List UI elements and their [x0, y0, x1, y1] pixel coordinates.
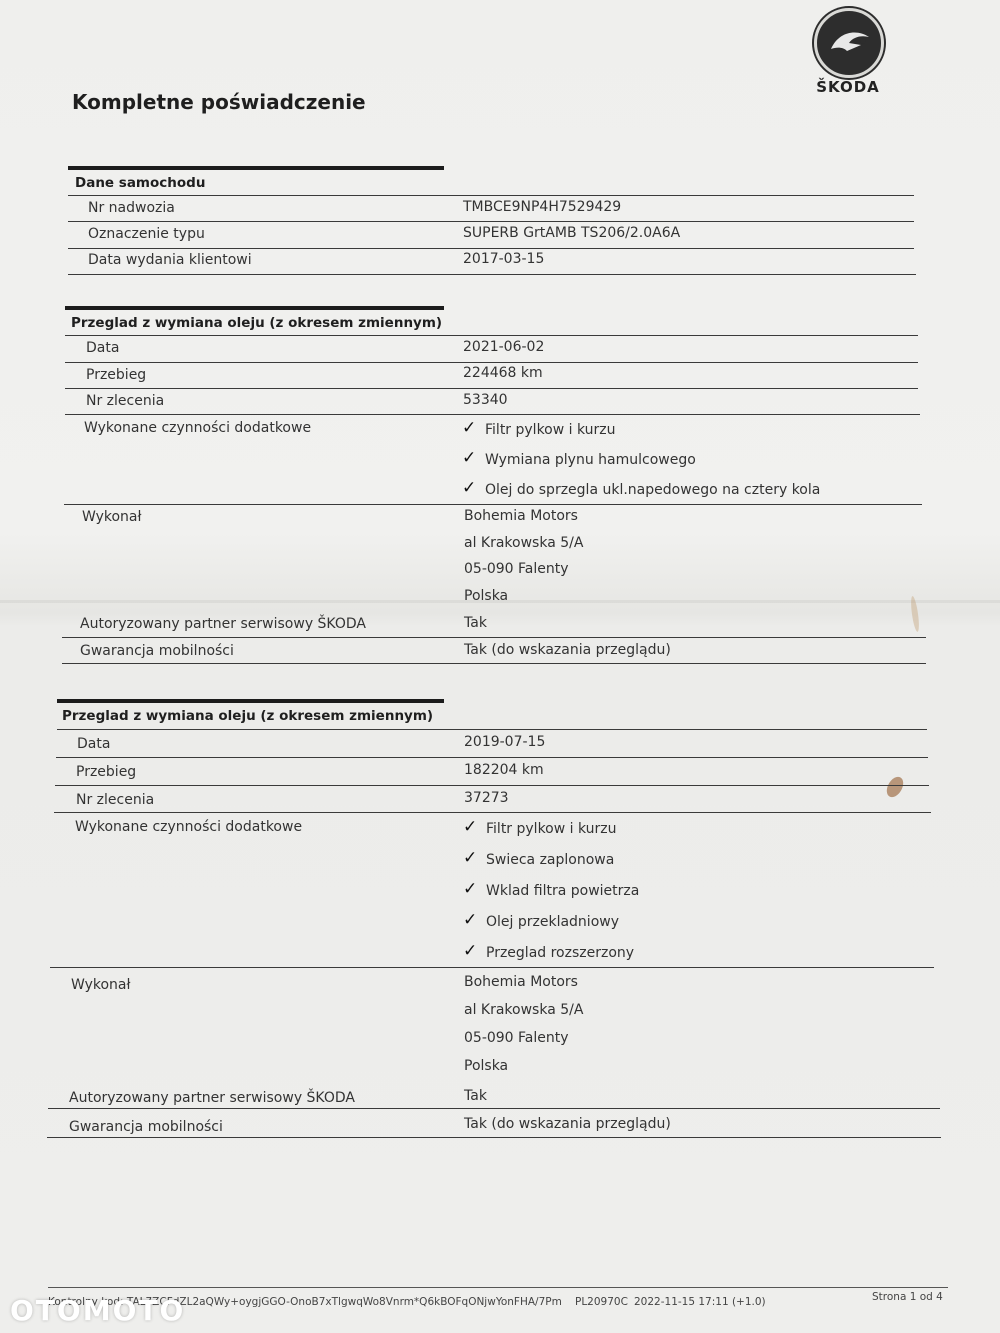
- service-1-partner-label: Autoryzowany partner serwisowy ŠKODA: [80, 616, 366, 632]
- service-1-performer-line: Bohemia Motors: [464, 508, 578, 524]
- service-2-performer-line: Polska: [464, 1058, 509, 1074]
- service-1-date-value: 2021-06-02: [463, 339, 545, 355]
- delivery-date-label: Data wydania klientowi: [88, 252, 252, 268]
- type-value: SUPERB GrtAMB TS206/2.0A6A: [463, 225, 681, 241]
- footer-timestamp: 2022-11-15 17:11 (+1.0): [634, 1296, 766, 1308]
- service-2-extra-item: Przeglad rozszerzony: [486, 945, 635, 961]
- service-2-performer-label: Wykonał: [71, 977, 131, 993]
- row-divider: [54, 812, 931, 813]
- skoda-logo: [806, 6, 890, 98]
- vin-label: Nr nadwozia: [88, 200, 175, 216]
- service-2-order-label: Nr zlecenia: [76, 792, 155, 808]
- row-divider: [62, 637, 926, 638]
- service-1-performer-line: al Krakowska 5/A: [464, 535, 584, 551]
- row-divider: [47, 1137, 941, 1138]
- vehicle-section-heading: Dane samochodu: [75, 175, 206, 191]
- checkmark-icon: ✓: [463, 848, 478, 868]
- service-1-date-label: Data: [86, 340, 120, 356]
- service-1-mileage-label: Przebieg: [86, 367, 147, 383]
- service-2-mileage-value: 182204 km: [464, 762, 544, 778]
- vin-value: TMBCE9NP4H7529429: [463, 199, 622, 215]
- service-1-performer-line: Polska: [464, 588, 509, 604]
- row-divider: [68, 195, 914, 196]
- otomoto-watermark: OTOMOTO: [10, 1294, 186, 1327]
- row-divider: [62, 663, 926, 664]
- service-1-order-label: Nr zlecenia: [86, 393, 165, 409]
- service-1-mobility-label: Gwarancja mobilności: [80, 643, 234, 659]
- service-1-performer-label: Wykonał: [82, 509, 142, 525]
- row-divider: [55, 785, 929, 786]
- section-bar: [57, 699, 444, 703]
- service-2-date-label: Data: [77, 736, 111, 752]
- checkmark-icon: ✓: [463, 941, 478, 961]
- checkmark-icon: ✓: [462, 448, 477, 468]
- footer-dealer-code: PL20970C: [575, 1296, 628, 1308]
- service-2-performer-line: 05-090 Falenty: [464, 1030, 569, 1046]
- row-divider: [65, 414, 920, 415]
- row-divider: [56, 757, 928, 758]
- section-bar: [65, 306, 444, 310]
- delivery-date-value: 2017-03-15: [463, 251, 545, 267]
- row-divider: [65, 335, 918, 336]
- row-divider: [68, 274, 916, 275]
- service-2-extra-item: Filtr pylkow i kurzu: [486, 821, 617, 837]
- row-divider: [68, 221, 914, 222]
- row-divider: [65, 362, 918, 363]
- service-1-performer-line: 05-090 Falenty: [464, 561, 569, 577]
- service-1-partner-value: Tak: [464, 615, 487, 631]
- service-1-order-value: 53340: [463, 392, 508, 408]
- service-2-order-value: 37273: [464, 790, 509, 806]
- skoda-winged-arrow-icon: [814, 8, 884, 78]
- service-2-partner-label: Autoryzowany partner serwisowy ŠKODA: [69, 1090, 355, 1106]
- row-divider: [57, 729, 927, 730]
- service-1-extra-item: Olej do sprzegla ukl.napedowego na cztery kola: [485, 482, 821, 498]
- service-2-extra-item: Swieca zaplonowa: [486, 852, 615, 868]
- service-1-extras-label: Wykonane czynności dodatkowe: [84, 420, 312, 436]
- checkmark-icon: ✓: [462, 478, 477, 498]
- service-2-heading: Przeglad z wymiana oleju (z okresem zmiennym): [62, 708, 434, 724]
- row-divider: [64, 504, 922, 505]
- service-2-date-value: 2019-07-15: [464, 734, 546, 750]
- row-divider: [68, 248, 914, 249]
- service-2-mileage-label: Przebieg: [76, 764, 137, 780]
- service-1-heading: Przeglad z wymiana oleju (z okresem zmiennym): [71, 315, 443, 331]
- stain: [883, 774, 906, 800]
- service-2-partner-value: Tak: [464, 1088, 487, 1104]
- type-label: Oznaczenie typu: [88, 226, 205, 242]
- row-divider: [48, 1108, 940, 1109]
- footer-divider: [48, 1287, 948, 1288]
- service-1-extra-item: Wymiana plynu hamulcowego: [485, 452, 696, 468]
- service-2-mobility-value: Tak (do wskazania przeglądu): [464, 1116, 671, 1132]
- service-1-mobility-value: Tak (do wskazania przeglądu): [464, 642, 671, 658]
- checkmark-icon: ✓: [463, 879, 478, 899]
- row-divider: [65, 388, 918, 389]
- section-bar: [68, 166, 444, 170]
- page-number: Strona 1 od 4: [872, 1291, 943, 1303]
- brand-name: ŠKODA: [816, 78, 880, 96]
- service-2-mobility-label: Gwarancja mobilności: [69, 1119, 223, 1135]
- service-2-extra-item: Wklad filtra powietrza: [486, 883, 640, 899]
- checkmark-icon: ✓: [463, 817, 478, 837]
- service-1-mileage-value: 224468 km: [463, 365, 543, 381]
- footer-control-code: Kontrolny kod: TAL7ZCFdZL2aQWy+oygjGGO-OnoB7xTlgwqWo8Vnrm*Q6kBOFqONjwYonFHA/7Pm: [48, 1296, 562, 1308]
- service-1-extra-item: Filtr pylkow i kurzu: [485, 422, 616, 438]
- checkmark-icon: ✓: [463, 910, 478, 930]
- row-divider: [50, 967, 934, 968]
- service-2-performer-line: Bohemia Motors: [464, 974, 578, 990]
- service-2-extra-item: Olej przekladniowy: [486, 914, 619, 930]
- service-2-extras-label: Wykonane czynności dodatkowe: [75, 819, 303, 835]
- service-2-performer-line: al Krakowska 5/A: [464, 1002, 584, 1018]
- checkmark-icon: ✓: [462, 418, 477, 438]
- document-title: Kompletne poświadczenie: [72, 90, 366, 114]
